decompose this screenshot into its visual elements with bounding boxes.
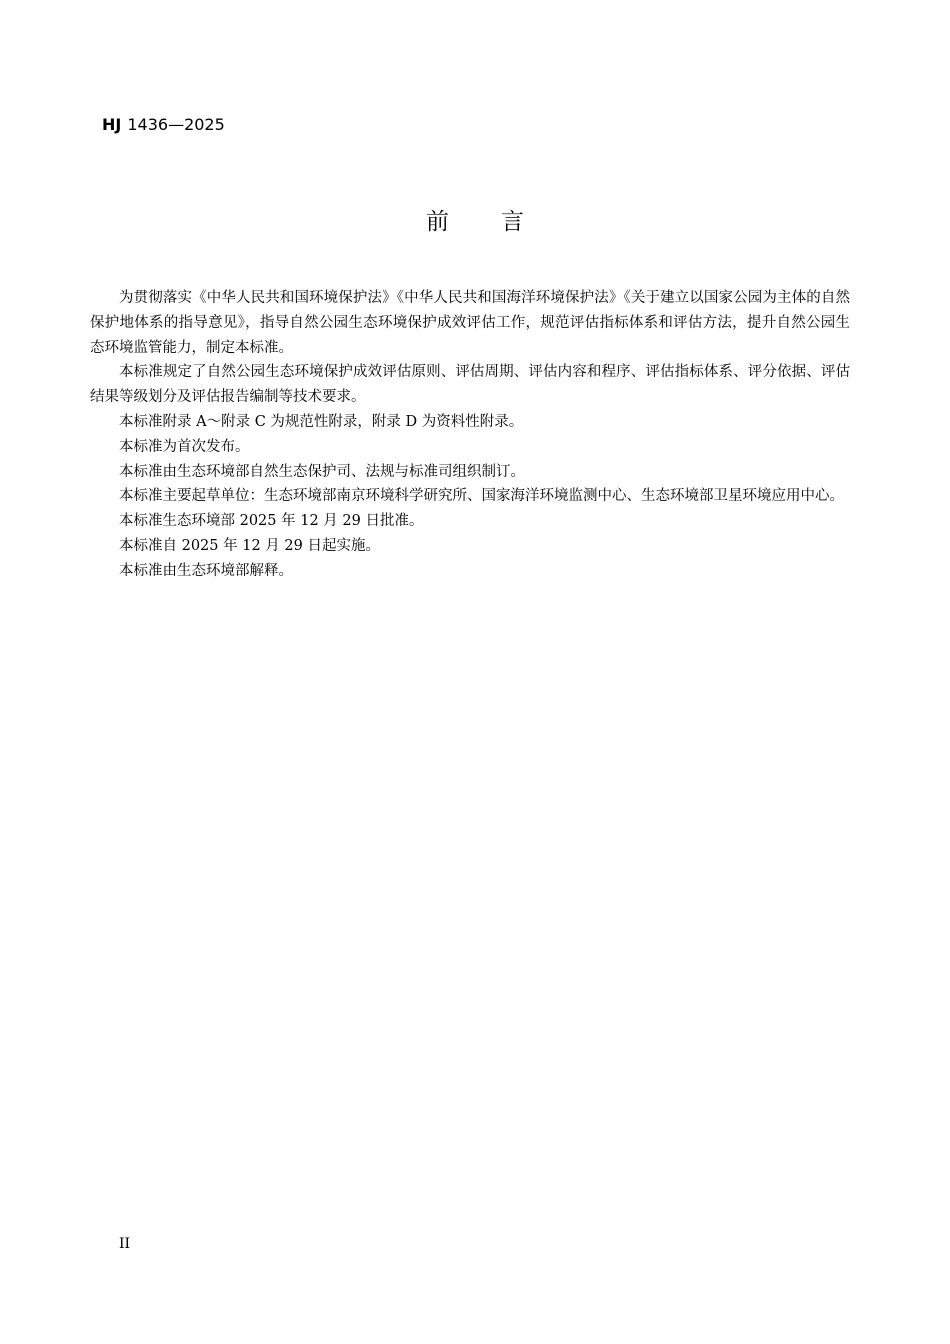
paragraph-interpretation: 本标准由生态环境部解释。 xyxy=(119,562,293,579)
paragraph-scope: 本标准规定了自然公园生态环境保护成效评估原则、评估周期、评估内容和程序、评估指标体系、评分依据、评估结果等级划分及评估报告编制等技术要求。 xyxy=(90,364,850,406)
standard-prefix: HJ xyxy=(102,115,122,134)
paragraph-effective-date: 本标准自 2025 年 12 月 29 日起实施。 xyxy=(119,537,380,554)
standard-number: 1436—2025 xyxy=(127,115,225,134)
page-number: II xyxy=(119,1236,131,1252)
paragraph-organizer: 本标准由生态环境部自然生态保护司、法规与标准司组织制订。 xyxy=(119,463,525,480)
page-title xyxy=(0,205,950,239)
title-char-1: 前 xyxy=(426,209,449,235)
standard-code xyxy=(102,115,225,135)
foreword-body xyxy=(90,286,850,584)
paragraph-approval: 本标准生态环境部 2025 年 12 月 29 日批准。 xyxy=(119,513,424,530)
paragraph-drafters: 本标准主要起草单位：生态环境部南京环境科学研究所、国家海洋环境监测中心、生态环境部卫星环境应用中心。 xyxy=(119,488,844,505)
paragraph-appendix: 本标准附录 A～附录 C 为规范性附录，附录 D 为资料性附录。 xyxy=(119,413,524,430)
paragraph-first-release: 本标准为首次发布。 xyxy=(119,438,250,455)
paragraph-purpose: 为贯彻落实《中华人民共和国环境保护法》《中华人民共和国海洋环境保护法》《关于建立以国家公园为主体的自然保护地体系的指导意见》，指导自然公园生态环境保护成效评估工作，规范评估指标体系和评估方法，提升自然公园生态环境监管能力，制定本标准。 xyxy=(90,290,850,356)
title-char-2: 言 xyxy=(501,209,524,235)
